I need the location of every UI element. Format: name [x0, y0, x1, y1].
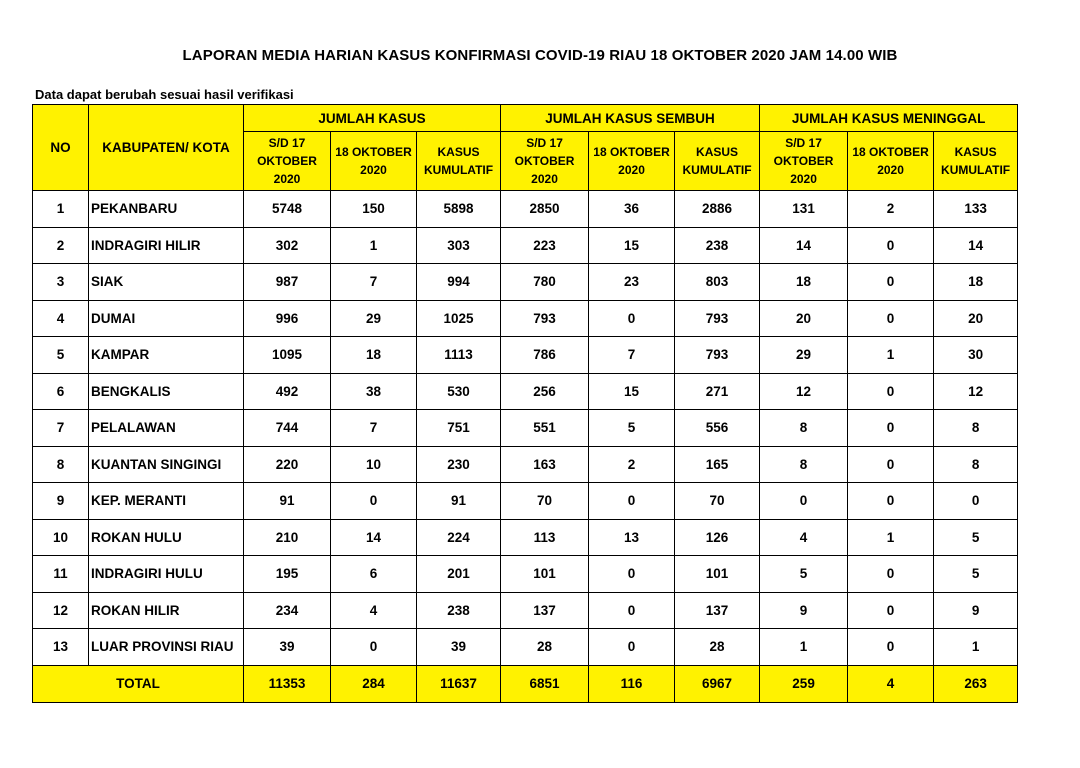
value-cell: 70 — [501, 483, 589, 520]
value-cell: 70 — [675, 483, 760, 520]
value-cell: 201 — [417, 556, 501, 593]
value-cell: 786 — [501, 337, 589, 374]
value-cell: 101 — [501, 556, 589, 593]
total-value-cell: 259 — [760, 665, 848, 702]
col-header-18-oct: 18 OKTOBER 2020 — [589, 132, 675, 191]
value-cell: 2850 — [501, 191, 589, 228]
value-cell: 126 — [675, 519, 760, 556]
total-value-cell: 284 — [331, 665, 417, 702]
region-name: PELALAWAN — [89, 410, 244, 447]
group-header-cases: JUMLAH KASUS — [244, 105, 501, 132]
group-header-deaths: JUMLAH KASUS MENINGGAL — [760, 105, 1018, 132]
value-cell: 744 — [244, 410, 331, 447]
value-cell: 4 — [760, 519, 848, 556]
row-number: 8 — [33, 446, 89, 483]
value-cell: 20 — [934, 300, 1018, 337]
region-name: INDRAGIRI HULU — [89, 556, 244, 593]
value-cell: 2 — [589, 446, 675, 483]
value-cell: 238 — [675, 227, 760, 264]
report-title: LAPORAN MEDIA HARIAN KASUS KONFIRMASI COVID-19 RIAU 18 OKTOBER 2020 JAM 14.00 WIB — [182, 47, 898, 64]
value-cell: 150 — [331, 191, 417, 228]
value-cell: 5 — [760, 556, 848, 593]
value-cell: 195 — [244, 556, 331, 593]
verification-note: Data dapat berubah sesuai hasil verifikasi — [35, 87, 294, 102]
value-cell: 39 — [244, 629, 331, 666]
value-cell: 14 — [331, 519, 417, 556]
value-cell: 29 — [760, 337, 848, 374]
region-name: BENGKALIS — [89, 373, 244, 410]
col-header-cumulative: KASUS KUMULATIF — [417, 132, 501, 191]
value-cell: 5 — [934, 556, 1018, 593]
col-header-18-oct: 18 OKTOBER 2020 — [848, 132, 934, 191]
value-cell: 492 — [244, 373, 331, 410]
value-cell: 8 — [760, 446, 848, 483]
value-cell: 20 — [760, 300, 848, 337]
value-cell: 0 — [848, 300, 934, 337]
value-cell: 0 — [331, 483, 417, 520]
value-cell: 1 — [848, 337, 934, 374]
value-cell: 0 — [848, 592, 934, 629]
value-cell: 0 — [848, 373, 934, 410]
covid-cases-table — [32, 104, 1018, 703]
value-cell: 234 — [244, 592, 331, 629]
region-name: PEKANBARU — [89, 191, 244, 228]
value-cell: 23 — [589, 264, 675, 301]
total-value-cell: 11637 — [417, 665, 501, 702]
value-cell: 256 — [501, 373, 589, 410]
value-cell: 15 — [589, 227, 675, 264]
value-cell: 8 — [934, 446, 1018, 483]
value-cell: 238 — [417, 592, 501, 629]
value-cell: 1 — [331, 227, 417, 264]
value-cell: 5 — [589, 410, 675, 447]
value-cell: 0 — [848, 410, 934, 447]
table-row — [33, 264, 1018, 301]
total-row — [33, 665, 1018, 702]
value-cell: 230 — [417, 446, 501, 483]
total-value-cell: 6851 — [501, 665, 589, 702]
value-cell: 14 — [934, 227, 1018, 264]
value-cell: 996 — [244, 300, 331, 337]
value-cell: 36 — [589, 191, 675, 228]
value-cell: 551 — [501, 410, 589, 447]
value-cell: 29 — [331, 300, 417, 337]
value-cell: 7 — [331, 264, 417, 301]
row-number: 10 — [33, 519, 89, 556]
value-cell: 220 — [244, 446, 331, 483]
region-name: KUANTAN SINGINGI — [89, 446, 244, 483]
value-cell: 1025 — [417, 300, 501, 337]
value-cell: 780 — [501, 264, 589, 301]
value-cell: 137 — [675, 592, 760, 629]
value-cell: 10 — [331, 446, 417, 483]
value-cell: 210 — [244, 519, 331, 556]
region-name: DUMAI — [89, 300, 244, 337]
total-value-cell: 116 — [589, 665, 675, 702]
value-cell: 1 — [934, 629, 1018, 666]
table-row — [33, 337, 1018, 374]
value-cell: 8 — [760, 410, 848, 447]
col-header-upto-17: S/D 17 OKTOBER 2020 — [244, 132, 331, 191]
value-cell: 0 — [848, 483, 934, 520]
total-label: TOTAL — [33, 665, 244, 702]
total-value-cell: 11353 — [244, 665, 331, 702]
value-cell: 18 — [760, 264, 848, 301]
total-value-cell: 263 — [934, 665, 1018, 702]
row-number: 11 — [33, 556, 89, 593]
value-cell: 101 — [675, 556, 760, 593]
value-cell: 0 — [589, 483, 675, 520]
table-row — [33, 519, 1018, 556]
value-cell: 556 — [675, 410, 760, 447]
row-number: 7 — [33, 410, 89, 447]
row-number: 2 — [33, 227, 89, 264]
value-cell: 793 — [675, 337, 760, 374]
row-number: 12 — [33, 592, 89, 629]
value-cell: 2 — [848, 191, 934, 228]
value-cell: 5898 — [417, 191, 501, 228]
value-cell: 12 — [934, 373, 1018, 410]
table-header — [33, 105, 1018, 191]
table-row — [33, 629, 1018, 666]
value-cell: 6 — [331, 556, 417, 593]
value-cell: 9 — [934, 592, 1018, 629]
table-row — [33, 227, 1018, 264]
value-cell: 751 — [417, 410, 501, 447]
value-cell: 137 — [501, 592, 589, 629]
value-cell: 12 — [760, 373, 848, 410]
value-cell: 165 — [675, 446, 760, 483]
col-header-upto-17: S/D 17 OKTOBER 2020 — [760, 132, 848, 191]
total-value-cell: 4 — [848, 665, 934, 702]
region-name: KEP. MERANTI — [89, 483, 244, 520]
value-cell: 994 — [417, 264, 501, 301]
value-cell: 5 — [934, 519, 1018, 556]
value-cell: 7 — [589, 337, 675, 374]
value-cell: 530 — [417, 373, 501, 410]
row-number: 6 — [33, 373, 89, 410]
table-row — [33, 483, 1018, 520]
table-body — [33, 191, 1018, 703]
value-cell: 131 — [760, 191, 848, 228]
value-cell: 0 — [848, 629, 934, 666]
value-cell: 0 — [331, 629, 417, 666]
value-cell: 793 — [675, 300, 760, 337]
value-cell: 1113 — [417, 337, 501, 374]
row-number: 4 — [33, 300, 89, 337]
value-cell: 18 — [331, 337, 417, 374]
col-header-upto-17: S/D 17 OKTOBER 2020 — [501, 132, 589, 191]
value-cell: 14 — [760, 227, 848, 264]
value-cell: 0 — [589, 556, 675, 593]
value-cell: 9 — [760, 592, 848, 629]
region-name: KAMPAR — [89, 337, 244, 374]
value-cell: 302 — [244, 227, 331, 264]
value-cell: 2886 — [675, 191, 760, 228]
col-header-region: KABUPATEN/ KOTA — [89, 105, 244, 191]
table-row — [33, 410, 1018, 447]
value-cell: 0 — [589, 300, 675, 337]
table-row — [33, 592, 1018, 629]
value-cell: 7 — [331, 410, 417, 447]
table-row — [33, 373, 1018, 410]
value-cell: 1095 — [244, 337, 331, 374]
row-number: 3 — [33, 264, 89, 301]
value-cell: 803 — [675, 264, 760, 301]
value-cell: 18 — [934, 264, 1018, 301]
value-cell: 5748 — [244, 191, 331, 228]
value-cell: 303 — [417, 227, 501, 264]
value-cell: 13 — [589, 519, 675, 556]
value-cell: 0 — [848, 264, 934, 301]
col-header-cumulative: KASUS KUMULATIF — [934, 132, 1018, 191]
value-cell: 223 — [501, 227, 589, 264]
region-name: ROKAN HILIR — [89, 592, 244, 629]
row-number: 5 — [33, 337, 89, 374]
value-cell: 163 — [501, 446, 589, 483]
value-cell: 15 — [589, 373, 675, 410]
value-cell: 271 — [675, 373, 760, 410]
col-header-18-oct: 18 OKTOBER 2020 — [331, 132, 417, 191]
col-header-no: NO — [33, 105, 89, 191]
group-header-recovered: JUMLAH KASUS SEMBUH — [501, 105, 760, 132]
total-value-cell: 6967 — [675, 665, 760, 702]
value-cell: 113 — [501, 519, 589, 556]
table-row — [33, 300, 1018, 337]
value-cell: 987 — [244, 264, 331, 301]
value-cell: 0 — [848, 227, 934, 264]
value-cell: 28 — [675, 629, 760, 666]
region-name: ROKAN HULU — [89, 519, 244, 556]
value-cell: 133 — [934, 191, 1018, 228]
value-cell: 0 — [760, 483, 848, 520]
value-cell: 91 — [244, 483, 331, 520]
value-cell: 1 — [848, 519, 934, 556]
value-cell: 0 — [589, 629, 675, 666]
value-cell: 0 — [848, 556, 934, 593]
row-number: 13 — [33, 629, 89, 666]
value-cell: 38 — [331, 373, 417, 410]
value-cell: 0 — [589, 592, 675, 629]
value-cell: 30 — [934, 337, 1018, 374]
value-cell: 91 — [417, 483, 501, 520]
value-cell: 793 — [501, 300, 589, 337]
region-name: LUAR PROVINSI RIAU — [89, 629, 244, 666]
value-cell: 39 — [417, 629, 501, 666]
table-row — [33, 191, 1018, 228]
value-cell: 1 — [760, 629, 848, 666]
row-number: 1 — [33, 191, 89, 228]
value-cell: 0 — [934, 483, 1018, 520]
table-row — [33, 446, 1018, 483]
col-header-cumulative: KASUS KUMULATIF — [675, 132, 760, 191]
row-number: 9 — [33, 483, 89, 520]
table-row — [33, 556, 1018, 593]
value-cell: 4 — [331, 592, 417, 629]
value-cell: 224 — [417, 519, 501, 556]
value-cell: 0 — [848, 446, 934, 483]
value-cell: 28 — [501, 629, 589, 666]
region-name: SIAK — [89, 264, 244, 301]
region-name: INDRAGIRI HILIR — [89, 227, 244, 264]
value-cell: 8 — [934, 410, 1018, 447]
